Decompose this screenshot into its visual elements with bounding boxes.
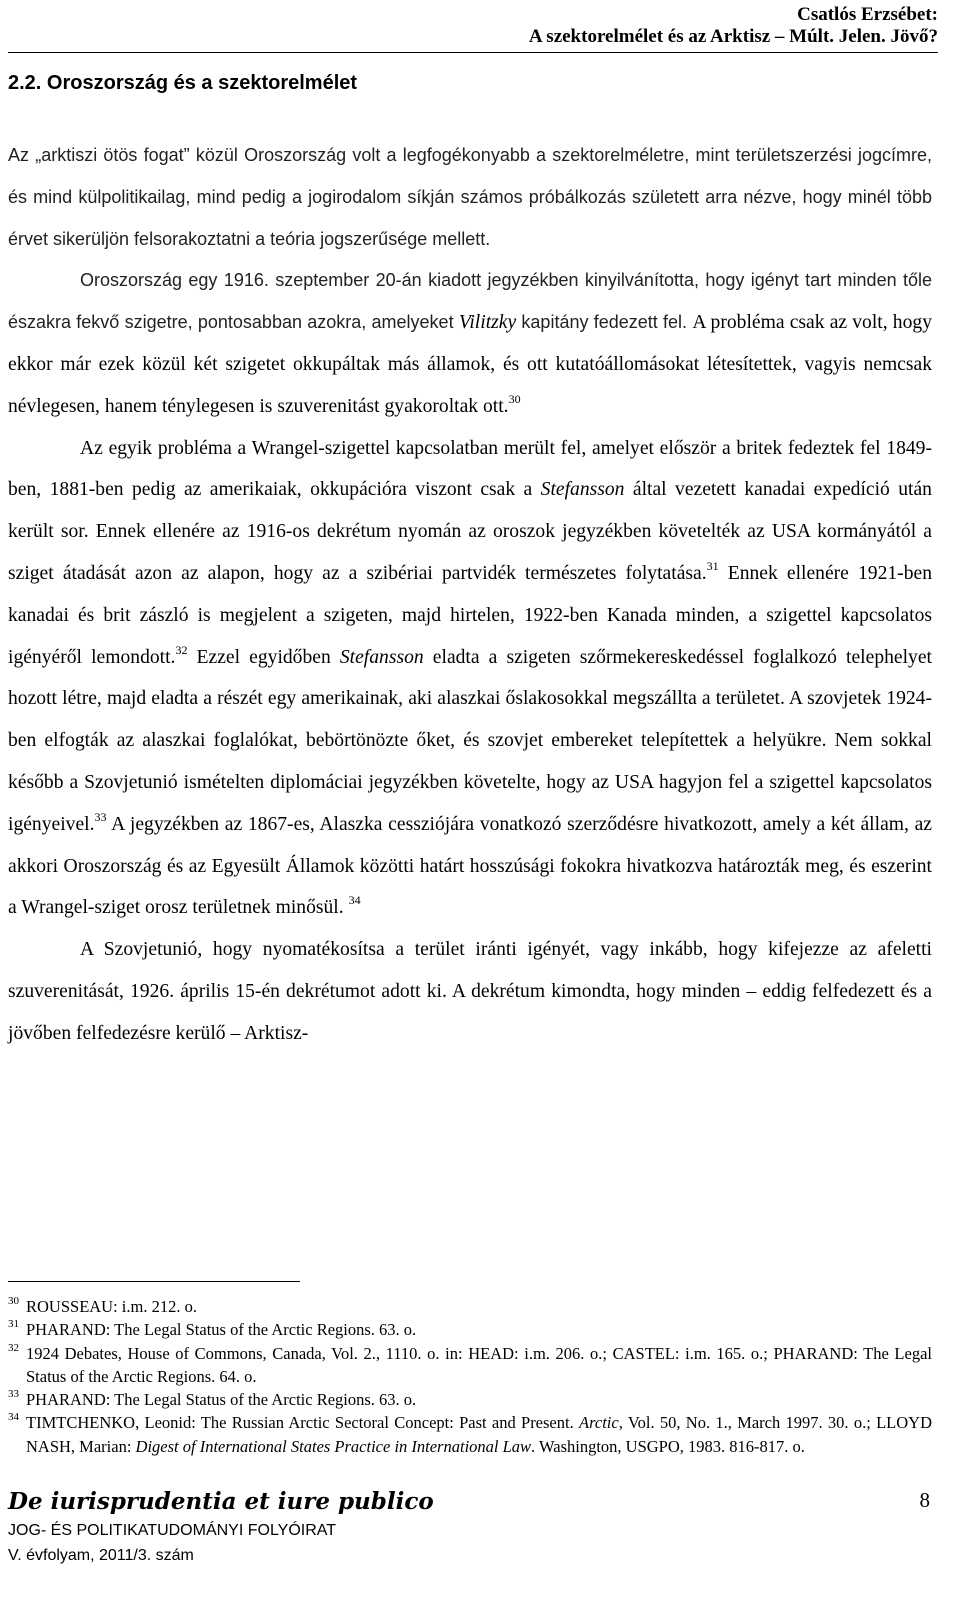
header-title: A szektorelmélet és az Arktisz – Múlt. Jelen. Jövő? bbox=[528, 26, 938, 47]
footnote-31: 31 PHARAND: The Legal Status of the Arctic Regions. 63. o. bbox=[8, 1318, 417, 1340]
paragraph-2: Oroszország egy 1916. szeptember 20-án kiadott jegyzékben kinyilvánította, hogy igényt tart minden tőle északra fekvő szigetre, pontosabban azokra, amelyeket Vilitzky kapitány fedezett fel. A probléma csak az volt, hogy ekkor már ezek közül két szigetet okkupáltak más államok, és ott kutatóállomásokat létesítettek, vagyis nemcsak névlegesen, hanem ténylegesen is szuverenitást gyakoroltak ott.$^{30}$ bbox=[8, 270, 932, 417]
journal-subtitle: JOG- ÉS POLITIKATUDOMÁNYI FOLYÓIRAT bbox=[8, 1522, 337, 1539]
footnote-ref-30[interactable]: 30 bbox=[508, 391, 521, 406]
footnote-34: 34 TIMTCHENKO, Leonid: The Russian Arctic Sectoral Concept: Past and Present. Arctic, Vol. 50, No. 1., March 1997. 30. o.; LLOYD NASH, Marian: Digest of International States Practice in International Law. Washington, USGPO, 1983. 816-817. o. bbox=[8, 1411, 932, 1456]
running-header bbox=[529, 4, 938, 48]
header-divider bbox=[8, 52, 938, 53]
paragraph-4: A Szovjetunió, hogy nyomatékosítsa a terület iránti igényét, vagy inkább, hogy kifejezze az afeletti szuverenitását, 1926. április 15-én dekrétumot adott ki. A dekrétum kimondta, hogy minden – eddig felfedezett és a jövőben felfedezésre kerülő – Arktisz- bbox=[8, 939, 932, 1044]
footnote-ref-33[interactable]: 33 bbox=[94, 809, 107, 824]
footnote-33: 33 PHARAND: The Legal Status of the Arctic Regions. 63. o. bbox=[8, 1388, 417, 1410]
paragraph-3: Az egyik probléma a Wrangel-szigettel kapcsolatban merült fel, amelyet először a britek fedeztek fel 1849-ben, 1881-ben pedig az amerikaiak, okkupációra viszont csak a Stefansson által vezetett kanadai expedíció után került sor. Ennek ellenére az 1916-os dekrétum nyomán az oroszok jegyzékben követelték az USA kormányától a sziget átadását azon az alapon, hogy az a szibériai partvidék természetes folytatása.$^{31}$ Ennek ellenére 1921-ben kanadai és brit zászló is megjelent a szigeten, majd hirtelen, 1922-ben Kanada minden, a szigettel kapcsolatos igényéről lemondott.$^{32}$ Ezzel egyidőben Stefansson eladta a szigeten szőrmekereskedéssel foglalkozó telephelyet hozott létre, majd eladta a részét egy amerikainak, aki alaszkai őslakosokkal megszállta a területet. A szovjetek 1924-ben elfogták az alaszkai foglalókat, bebörtönözte őket, és szovjet embereket telepítettek a helyükre. Nem sokkal később a Szovjetunió ismételten diplomáciai jegyzékben követelte, hogy az USA hagyjon fel a szigettel kapcsolatos igényeivel.$^{33}$ A jegyzékben az 1867-es, Alaszka cessziójára vonatkozó szerződésre hivatkozott, amely a két állam, az akkori Oroszország és az Egyesült Államok közötti határt hosszúsági fokokra hivatkozva határozták meg, és eszerint a Wrangel-sziget orosz területnek minősül. $^{34}$ bbox=[8, 437, 932, 919]
footnote-divider bbox=[8, 1281, 300, 1282]
page-number: 8 bbox=[919, 1488, 930, 1512]
italic-name-vilitzky: Vilitzky bbox=[458, 312, 517, 334]
footnote-32: 32 1924 Debates, House of Commons, Canada, Vol. 2., 1110. o. in: HEAD: i.m. 206. o.; CASTEL: i.m. 165. o.; PHARAND: The Legal Status of the Arctic Regions. 64. o. bbox=[8, 1341, 932, 1386]
article-body bbox=[8, 135, 932, 1055]
header-author: Csatlós Erzsébet: bbox=[797, 4, 938, 25]
footnote-ref-34[interactable]: 34 bbox=[348, 893, 361, 908]
footnote-30: 30 ROUSSEAU: i.m. 212. o. bbox=[8, 1295, 197, 1316]
journal-title: De iurisprudentia et iure publico bbox=[8, 1488, 434, 1515]
paragraph-1: Az „arktiszi ötös fogat” közül Oroszország volt a legfogékonyabb a szektorelméletre, mint területszerzési jogcímre, és mind külpolitikailag, mind pedig a jogirodalom síkján számos próbálkozás született arra nézve, hogy minél több érvet sikerüljön felsorakoztatni a teória jogszerűsége mellett. bbox=[8, 145, 932, 249]
footnote-ref-31[interactable]: 31 bbox=[706, 558, 719, 573]
italic-name-stefansson: Stefansson bbox=[540, 479, 625, 501]
footnote-ref-32[interactable]: 32 bbox=[175, 642, 188, 657]
italic-name-stefansson-2: Stefansson bbox=[339, 646, 424, 668]
footnotes bbox=[8, 1295, 932, 1458]
section-heading: 2.2. Oroszország és a szektorelmélet bbox=[8, 72, 358, 94]
journal-volume: V. évfolyam, 2011/3. szám bbox=[8, 1547, 194, 1564]
